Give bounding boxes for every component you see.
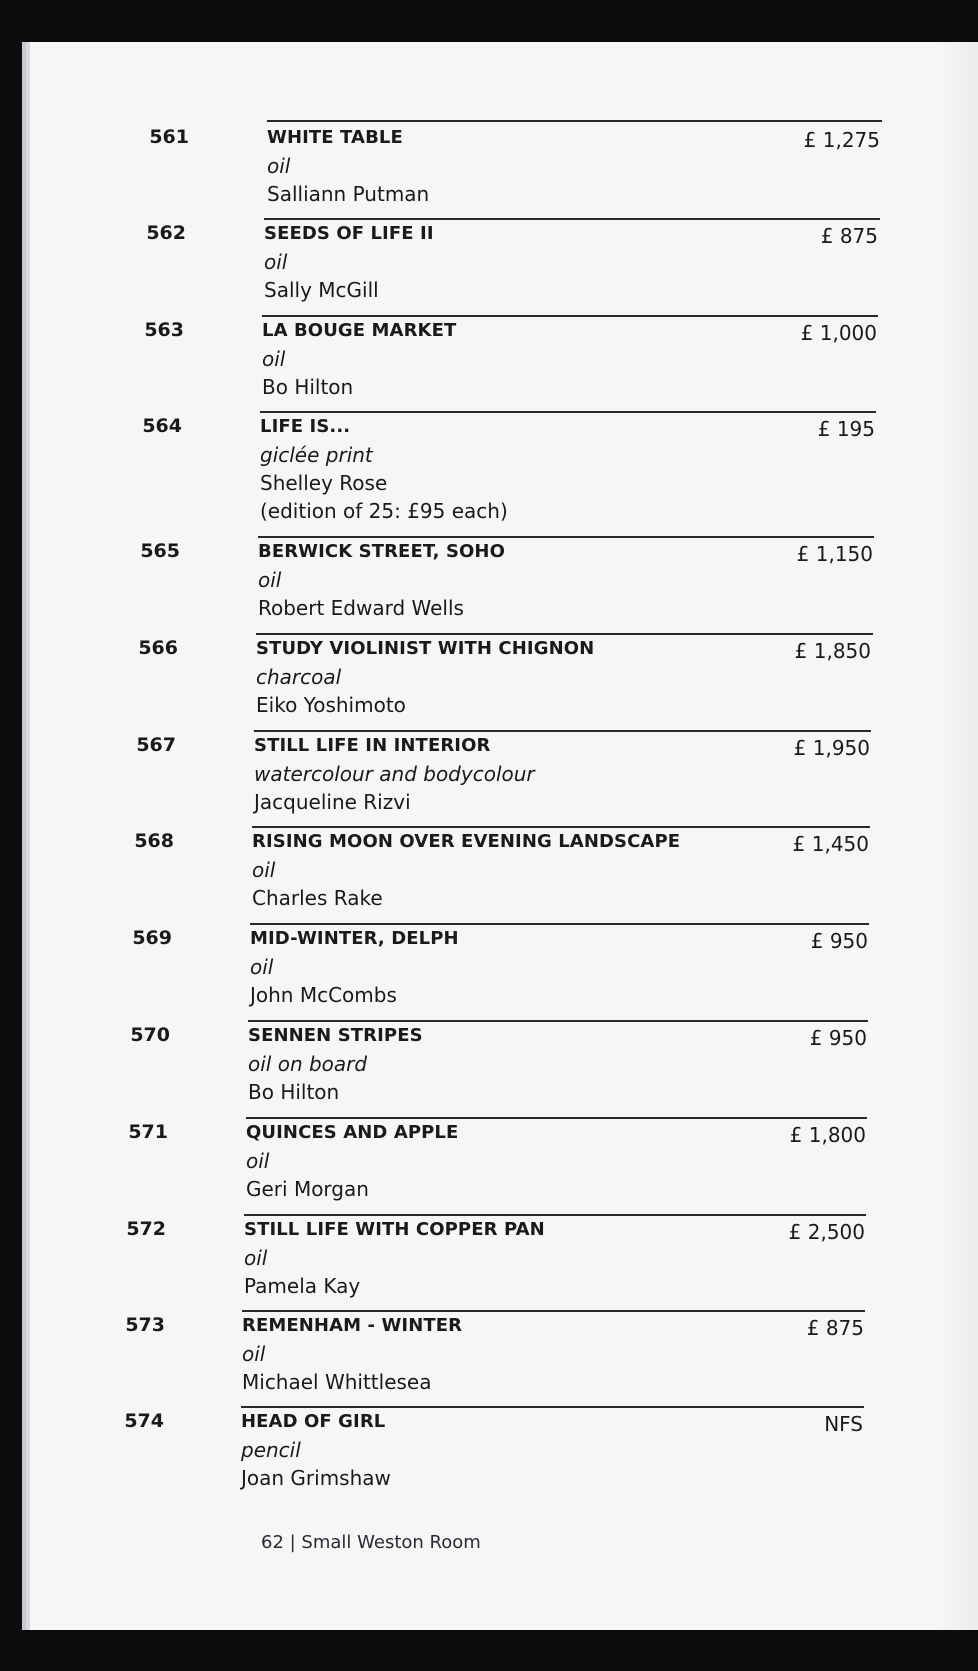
entry-number: 569 — [132, 927, 172, 949]
entry-number: 573 — [125, 1314, 165, 1336]
entry-artist: Robert Edward Wells — [258, 596, 464, 620]
entry-price: £ 1,275 — [803, 128, 880, 152]
entry-artist: Michael Whittlesea — [242, 1370, 432, 1394]
entry-title: SEEDS OF LIFE II — [264, 223, 434, 244]
entry-price: £ 1,000 — [800, 321, 877, 345]
entry-number: 574 — [124, 1410, 164, 1432]
entry-title: LIFE IS... — [260, 416, 351, 437]
entry-divider — [258, 536, 874, 538]
entry-artist: Jacqueline Rizvi — [254, 790, 411, 814]
entry-medium: oil — [258, 568, 282, 592]
entry-medium: oil — [244, 1246, 268, 1270]
page-footer: 62 | Small Weston Room — [261, 1532, 481, 1553]
entry-price: £ 950 — [810, 929, 868, 953]
entry-divider — [250, 923, 869, 925]
entry-medium: watercolour and bodycolour — [254, 762, 535, 786]
entry-number: 571 — [128, 1121, 168, 1143]
entry-number: 566 — [138, 637, 178, 659]
entry-title: STUDY VIOLINIST WITH CHIGNON — [256, 638, 595, 659]
entry-price: £ 195 — [817, 417, 875, 441]
entry-divider — [262, 315, 878, 317]
entry-title: STILL LIFE IN INTERIOR — [254, 735, 491, 756]
entry-title: STILL LIFE WITH COPPER PAN — [244, 1219, 545, 1240]
entry-divider — [260, 411, 876, 413]
catalogue-page — [30, 42, 978, 1630]
entry-title: RISING MOON OVER EVENING LANDSCAPE — [252, 831, 681, 852]
entry-artist: Shelley Rose — [260, 471, 388, 495]
entry-divider — [254, 730, 871, 732]
entry-medium: oil — [242, 1342, 266, 1366]
entry-artist: Bo Hilton — [262, 375, 354, 399]
entry-title: LA BOUGE MARKET — [262, 320, 457, 341]
entry-artist: John McCombs — [250, 983, 397, 1007]
entry-number: 568 — [134, 830, 174, 852]
entry-medium: oil on board — [248, 1052, 368, 1076]
entry-number: 565 — [140, 540, 180, 562]
entry-artist: Pamela Kay — [244, 1274, 361, 1298]
entry-price: £ 875 — [806, 1316, 864, 1340]
entry-divider — [246, 1117, 867, 1119]
entry-medium: oil — [267, 154, 291, 178]
entry-divider — [241, 1406, 864, 1408]
entry-artist: Sally McGill — [264, 278, 379, 302]
entry-divider — [264, 218, 880, 220]
entry-title: REMENHAM - WINTER — [242, 1315, 463, 1336]
entry-divider — [242, 1310, 865, 1312]
entry-medium: oil — [262, 347, 286, 371]
entry-price: £ 950 — [809, 1026, 867, 1050]
entry-title: BERWICK STREET, SOHO — [258, 541, 505, 562]
entry-number: 562 — [146, 222, 186, 244]
entry-price: £ 1,850 — [794, 639, 871, 663]
entry-medium: giclée print — [260, 443, 373, 467]
entry-price: £ 1,450 — [792, 832, 869, 856]
entry-medium: oil — [252, 858, 276, 882]
entry-price: £ 1,800 — [789, 1123, 866, 1147]
entry-number: 570 — [130, 1024, 170, 1046]
entry-medium: oil — [250, 955, 274, 979]
entry-divider — [267, 120, 882, 122]
entry-divider — [244, 1214, 866, 1216]
entry-number: 563 — [144, 319, 184, 341]
page-edge-shade — [938, 42, 978, 1630]
entry-title: QUINCES AND APPLE — [246, 1122, 459, 1143]
entry-price: NFS — [824, 1412, 863, 1436]
entry-medium: oil — [264, 250, 288, 274]
entry-number: 564 — [142, 415, 182, 437]
entry-number: 561 — [149, 126, 189, 148]
entry-title: HEAD OF GIRL — [241, 1411, 386, 1432]
entry-artist: Geri Morgan — [246, 1177, 369, 1201]
entry-title: MID-WINTER, DELPH — [250, 928, 459, 949]
entry-medium: charcoal — [256, 665, 342, 689]
entry-extra-note: (edition of 25: £95 each) — [260, 499, 508, 523]
entry-price: £ 875 — [820, 224, 878, 248]
entry-medium: pencil — [241, 1438, 301, 1462]
entry-price: £ 1,950 — [793, 736, 870, 760]
entry-artist: Eiko Yoshimoto — [256, 693, 406, 717]
entry-medium: oil — [246, 1149, 270, 1173]
entry-artist: Joan Grimshaw — [241, 1466, 391, 1490]
entry-divider — [248, 1020, 868, 1022]
entry-title: SENNEN STRIPES — [248, 1025, 423, 1046]
entry-artist: Charles Rake — [252, 886, 383, 910]
entry-price: £ 1,150 — [796, 542, 873, 566]
entry-divider — [256, 633, 873, 635]
entry-artist: Salliann Putman — [267, 182, 430, 206]
entry-artist: Bo Hilton — [248, 1080, 340, 1104]
entry-price: £ 2,500 — [788, 1220, 865, 1244]
entry-divider — [252, 826, 870, 828]
entry-title: WHITE TABLE — [267, 127, 403, 148]
entry-number: 572 — [126, 1218, 166, 1240]
entry-number: 567 — [136, 734, 176, 756]
